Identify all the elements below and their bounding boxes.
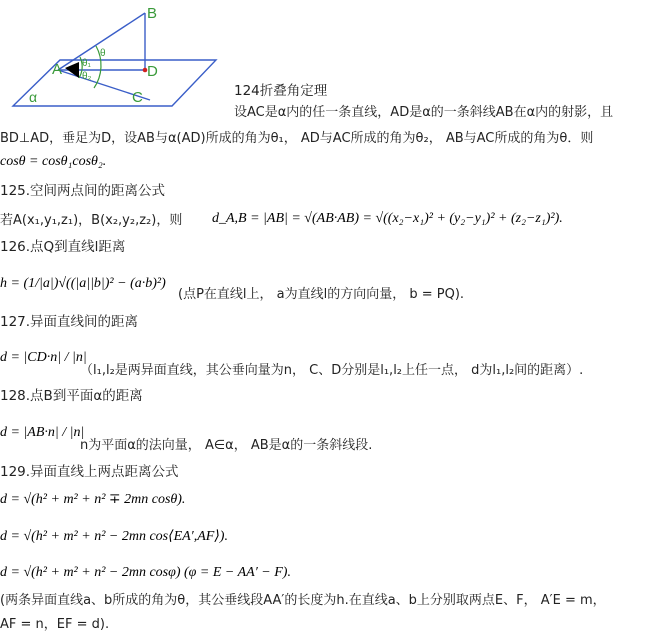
label-c: C	[132, 89, 143, 106]
section-127-formula: d = |CD·n| / |n|	[0, 350, 87, 365]
section-126-note: (点P在直线l上， a为直线l的方向向量， b = PQ).	[178, 287, 465, 302]
label-b: B	[147, 5, 158, 22]
section-125-title: 125.空间两点间的距离公式	[0, 183, 166, 199]
label-theta: θ	[100, 48, 106, 59]
section-126-title: 126.点Q到直线l距离	[0, 239, 126, 255]
label-alpha: α	[29, 89, 38, 105]
section-128-formula: d = |AB·n| / |n|	[0, 425, 85, 440]
section-125-intro: 若A(x₁,y₁,z₁)，B(x₂,y₂,z₂)，则	[0, 213, 183, 228]
section-129-note-1: (两条异面直线a、b所成的角为θ，其公垂线段AA′的长度为h.在直线a、b上分别取两点E、F， A′E = m，	[0, 593, 606, 608]
label-a: A	[52, 61, 63, 78]
section-124-line1: 设AC是α内的任一条直线，AD是α的一条斜线AB在α内的射影，且	[234, 105, 614, 120]
section-124-title: 124折叠角定理	[234, 83, 328, 99]
section-129-title: 129.异面直线上两点距离公式	[0, 464, 179, 480]
section-128-note: n为平面α的法向量， A∈α， AB是α的一条斜线段.	[80, 438, 373, 453]
label-theta2: θ₂	[82, 71, 92, 82]
section-128-title: 128.点B到平面α的距离	[0, 388, 143, 404]
section-127-title: 127.异面直线间的距离	[0, 314, 139, 330]
section-129-formula-3: d = √(h² + m² + n² − 2mn cosφ) (φ = E − AA′ − F).	[0, 565, 291, 580]
section-127-note: （l₁,l₂是两异面直线，其公垂向量为n， C、D分别是l₁,l₂上任一点， d为l₁,l₂间的距离）.	[80, 363, 584, 378]
section-125-formula: d_A,B = |AB| = √(AB·AB) = √((x₂−x₁)² + (y₂−y₁)² + (z₂−z₁)²).	[212, 211, 563, 226]
label-theta1: θ₁	[82, 58, 91, 69]
section-124-line2: BD⊥AD，垂足为D，设AB与α(AD)所成的角为θ₁， AD与AC所成的角为θ₂， AB与AC所成的角为θ．则	[0, 131, 594, 146]
plane-alpha	[13, 60, 216, 106]
section-126-formula: h = (1/|a|)√((|a||b|)² − (a·b)²)	[0, 276, 166, 291]
segment-ab	[58, 13, 145, 70]
section-129-formula-2: d = √(h² + m² + n² − 2mn cos⟨EA′,AF⟩).	[0, 529, 228, 544]
section-129-formula-1: d = √(h² + m² + n² ∓ 2mn cosθ).	[0, 492, 186, 507]
section-124-formula: cosθ = cosθ₁cosθ₂.	[0, 154, 107, 169]
folding-angle-diagram	[0, 0, 230, 112]
label-d: D	[147, 63, 158, 80]
section-129-note-2: AF = n，EF = d).	[0, 617, 110, 632]
